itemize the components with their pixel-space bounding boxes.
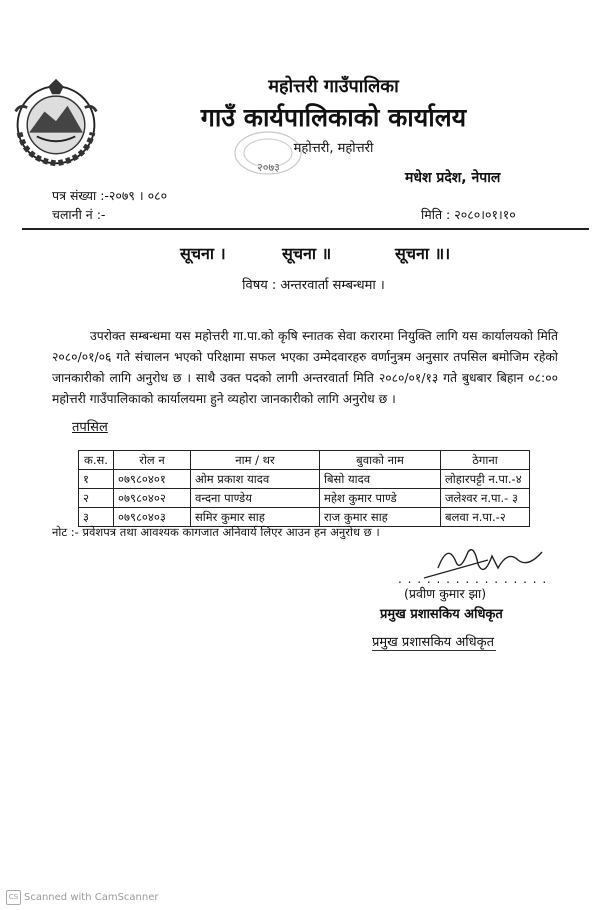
office-location: महोत्तरी, महोत्तरी — [293, 141, 374, 156]
cell-name: समिर कुमार साह — [191, 508, 320, 527]
office-name: गाउँ कार्यपालिकाको कार्यालय — [200, 103, 467, 132]
note-line: नोट :- प्रवेशपत्र तथा आवश्यक कागजात अनिवार्य लिएर आउन हन अनुरोध छ । — [52, 525, 380, 539]
letter-date: मिति : २०८०।०१।१० — [421, 207, 516, 222]
cell-name: ओम प्रकाश यादव — [191, 470, 320, 489]
table-row — [79, 489, 530, 508]
cell-name: वन्दना पाण्डेय — [191, 489, 320, 508]
col-address: ठेगाना — [441, 451, 530, 470]
table-row — [79, 508, 530, 527]
subject-line: विषय : अन्तरवार्ता सम्बन्धमा । — [242, 278, 385, 293]
cell-father: बिसो यादव — [320, 470, 441, 489]
col-serial: क.स. — [79, 451, 114, 470]
signature-line: . . . . . . . . . . . . . . . . — [398, 572, 548, 586]
header-divider — [22, 228, 589, 230]
cell-roll: ०७९८०४०३ — [114, 508, 191, 527]
col-roll: रोल न — [114, 451, 191, 470]
col-father: बुवाको नाम — [320, 451, 441, 470]
cell-roll: ०७९८०४०१ — [114, 470, 191, 489]
cell-address: लोहारपट्टी न.पा.-४ — [441, 470, 530, 489]
scanner-watermark — [6, 890, 159, 905]
title-stamp: प्रमुख प्रशासकिय अधिकृत — [372, 632, 496, 651]
cell-serial: १ — [79, 470, 114, 489]
cell-serial: ३ — [79, 508, 114, 527]
province: मधेश प्रदेश, नेपाल — [405, 170, 501, 186]
details-heading: तपसिल — [72, 420, 108, 435]
scanner-text: Scanned with CamScanner — [24, 892, 159, 903]
dispatch-number: चलानी नं :- — [52, 207, 106, 222]
table-header-row — [79, 451, 530, 470]
notice-heading-1: सूचना । — [180, 244, 226, 263]
col-name: नाम / थर — [191, 451, 320, 470]
signatory-name: (प्रवीण कुमार झा) — [404, 586, 487, 601]
municipality-name: महोत्तरी गाउँपालिका — [268, 76, 399, 97]
candidate-table — [78, 450, 530, 527]
body-paragraph: उपरोक्त सम्बन्धमा यस महोत्तरी गा.पा.को कृषि स्नातक सेवा करारमा नियुक्ति लागि यस कार्यालयको मिति २०८०/०१/०६ गते संचालन भएको परिक्षामा सफल भएका उम्मेदवारहरु वर्णानुत्रम अनुसार तपसिल बमोजिम रहेको जानकारीको लागि अनुरोध छ । साथै उक्त पदको लागी अन्तरवार्ता मिति २०८०/०१/१३ गते बुधबार बिहान ०८:०० महोत्तरी गाउँपालिकाको कार्यालयमा हुने व्यहोरा जानकारीको लागि अनुरोध छ । — [52, 329, 558, 406]
cell-serial: २ — [79, 489, 114, 508]
notice-heading-3: सूचना ॥। — [395, 244, 451, 263]
cell-address: बलवा न.पा.-२ — [441, 508, 530, 527]
camscanner-icon: CS — [6, 890, 21, 905]
cell-address: जलेश्वर न.पा.- ३ — [441, 489, 530, 508]
letter-number: पत्र संख्या :-२०७९ । ०८० — [52, 188, 168, 203]
signatory-title: प्रमुख प्रशासकिय अधिकृत — [380, 607, 503, 622]
notice-heading-2: सूचना ॥ — [282, 244, 332, 263]
stamp-number: २०७३ — [257, 161, 280, 174]
cell-father: राज कुमार साह — [320, 508, 441, 527]
cell-roll: ०७९८०४०२ — [114, 489, 191, 508]
cell-father: महेश कुमार पाण्डे — [320, 489, 441, 508]
table-row — [79, 470, 530, 489]
